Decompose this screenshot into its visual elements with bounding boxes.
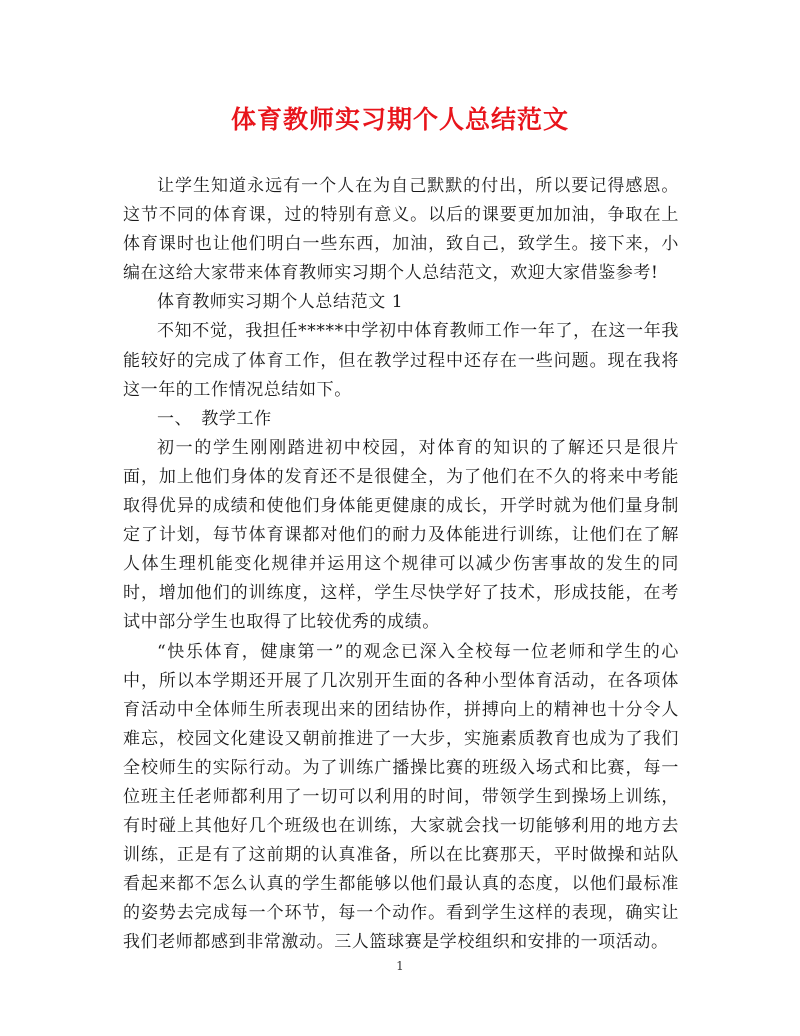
opening-paragraph: 不知不觉，我担任*****中学初中体育教师工作一年了，在这一年我能较好的完成了体育工作，但在教学过程中还存在一些问题。现在我将这一年的工作情况总结如下。	[123, 321, 679, 400]
page-title: 体育教师实习期个人总结范文	[230, 105, 569, 134]
section-title: 体育教师实习期个人总结范文 1	[157, 292, 404, 313]
teaching-work-heading: 一、 教学工作	[157, 408, 272, 429]
teaching-paragraph: 初一的学生刚刚踏进初中校园，对体育的知识的了解还只是很片面，加上他们身体的发育还不是很健全，为了他们在不久的将来中考能取得优异的成绩和使他们身体能更健康的成长，开学时就为他们量身制定了计划，每节体育课都对他们的耐力及体能进行训练，让他们在了解人体生理机能变化规律并运用这个规律可以减少伤害事故的发生的同时，增加他们的训练度，这样，学生尽快学好了技术，形成技能，在考试中部分学生也取得了比较优秀的成绩。	[123, 437, 679, 633]
document-body	[123, 172, 679, 958]
intro-paragraph: 让学生知道永远有一个人在为自己默默的付出，所以要记得感恩。这节不同的体育课，过的特别有意义。以后的课要更加加油，争取在上体育课时也让他们明白一些东西，加油，致自己，致学生。接下来，小编在这给大家带来体育教师实习期个人总结范文，欢迎大家借鉴参考!	[123, 176, 679, 284]
page-number: 1	[396, 959, 404, 973]
activities-paragraph: “快乐体育，健康第一”的观念已深入全校每一位老师和学生的心中，所以本学期还开展了几次别开生面的各种小型体育活动，在各项体育活动中全体师生所表现出来的团结协作，拼搏向上的精神也十分令人难忘，校园文化建设又朝前推进了一大步，实施素质教育也成为了我们全校师生的实际行动。为了训练广播操比赛的班级入场式和比赛，每一位班主任老师都利用了一切可以利用的时间，带领学生到操场上训练，有时碰上其他好几个班级也在训练，大家就会找一切能够利用的地方去训练，正是有了这前期的认真准备，所以在比赛那天，平时做操和站队看起来都不怎么认真的学生都能够以他们最认真的态度，以他们最标准的姿势去完成每一个环节，每一个动作。看到学生这样的表现，确实让我们老师都感到非常激动。三人篮球赛是学校组织和安排的一项活动。	[123, 641, 679, 953]
